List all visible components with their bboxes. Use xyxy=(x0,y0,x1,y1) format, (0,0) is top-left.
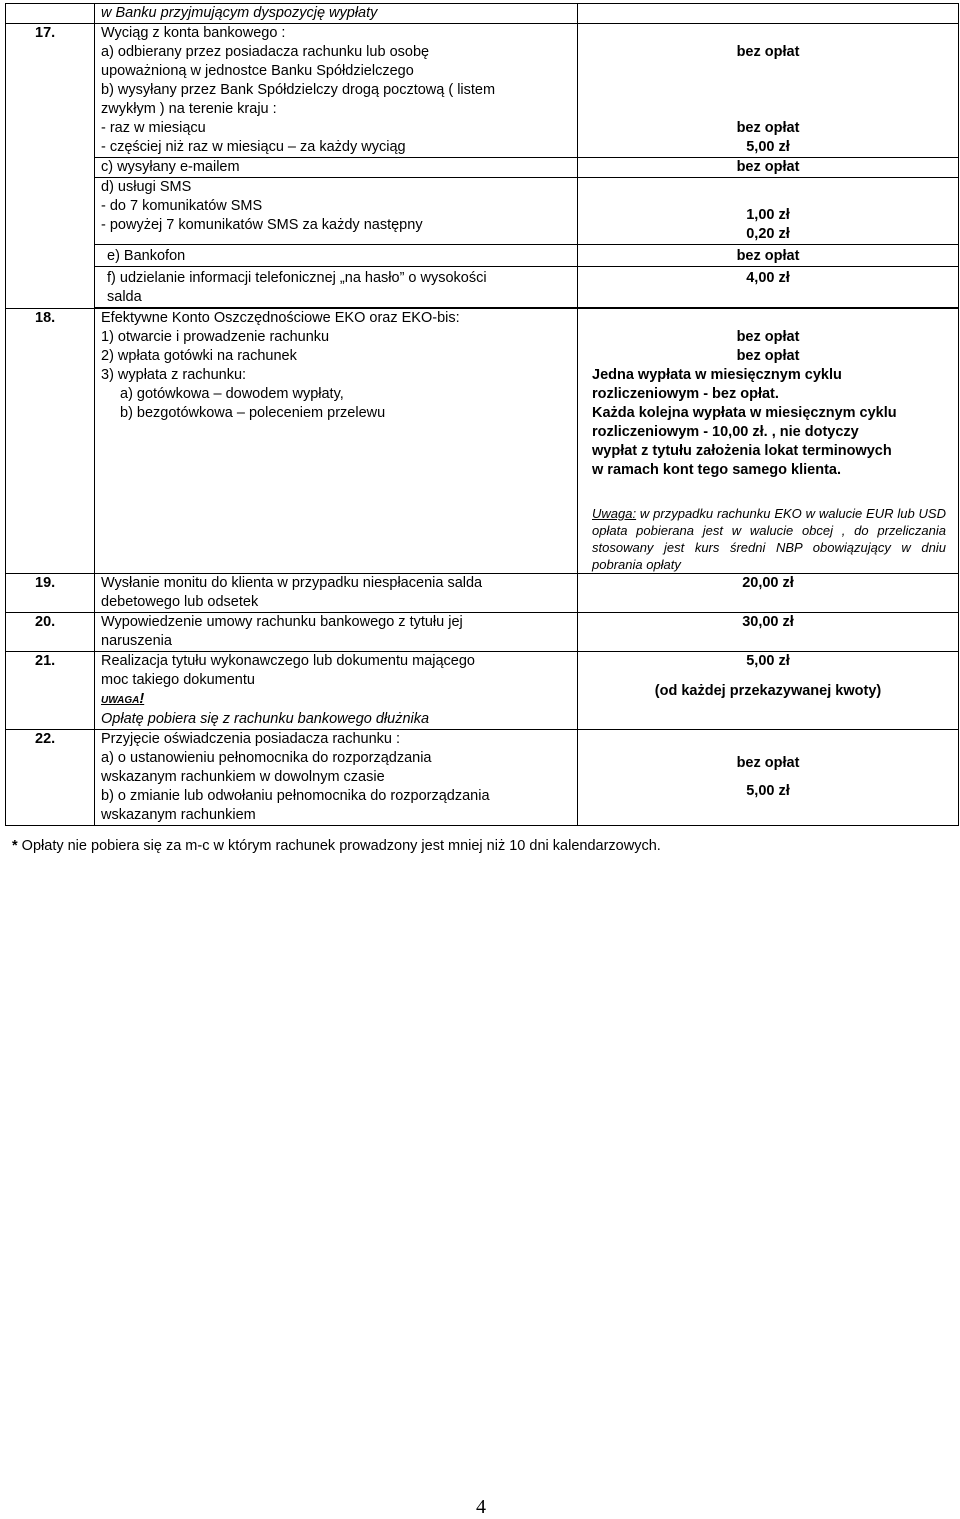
desc-cell xyxy=(95,652,578,730)
desc-line: Efektywne Konto Oszczędnościowe EKO oraz EKO-bis: xyxy=(101,310,460,326)
fee-value: 0,20 zł xyxy=(746,226,790,242)
withdrawal-fee-text xyxy=(578,366,958,480)
fee-cell xyxy=(578,309,959,574)
currency-note xyxy=(578,505,958,573)
fee-value: bez opłat xyxy=(736,329,800,345)
desc-line: d) usługi SMS xyxy=(101,179,192,195)
page-number: 4 xyxy=(476,1496,486,1518)
desc-line: a) gotówkowa – dowodem wypłaty, xyxy=(120,386,344,402)
fee-value: bez opłat xyxy=(736,120,800,136)
table-row-22 xyxy=(6,730,959,826)
desc-cell xyxy=(95,730,578,826)
fee-line: rozliczeniowym - bez opłat. xyxy=(592,386,779,402)
desc-line: Przyjęcie oświadczenia posiadacza rachunku : xyxy=(101,731,401,747)
fee-value: bez opłat xyxy=(736,248,800,264)
desc-line: a) o ustanowieniu pełnomocnika do rozporządzania xyxy=(101,750,432,766)
desc-line: wskazanym rachunkiem xyxy=(101,807,256,823)
table-row-20 xyxy=(6,613,959,652)
desc-cell xyxy=(95,613,578,652)
desc-line: - raz w miesiącu xyxy=(101,120,206,136)
spacer xyxy=(101,235,577,239)
desc-line: - powyżej 7 komunikatów SMS za każdy następny xyxy=(101,217,423,233)
desc-line: b) wysyłany przez Bank Spółdzielczy drogą pocztową ( listem xyxy=(101,82,496,98)
fee-table xyxy=(5,3,959,826)
row-number: 17. xyxy=(6,24,95,309)
row-number: 18. xyxy=(6,309,95,574)
note-text: w przypadku rachunku EKO w walucie EUR lub USD opłata pobierana jest w walucie obcej , do przeliczania stosowany jest kurs średni NBP obowiązujący w dniu pobrania opłaty xyxy=(592,506,946,572)
desc-line: Wypowiedzenie umowy rachunku bankowego z tytułu jej xyxy=(101,614,463,630)
warning-word: UWAGA xyxy=(101,695,140,706)
warning-text: Opłatę pobiera się z rachunku bankowego dłużnika xyxy=(101,711,430,727)
continuation-text: w Banku przyjmującym dyspozycję wypłaty xyxy=(101,5,378,21)
fee-value: 30,00 zł xyxy=(742,614,794,630)
fee-cell xyxy=(578,4,959,24)
desc-line: salda xyxy=(107,289,142,305)
fee-value: 5,00 zł xyxy=(746,653,790,669)
table-row-17f xyxy=(6,267,959,308)
footnote xyxy=(12,838,661,854)
fee-cell xyxy=(578,652,959,730)
fee-cell xyxy=(578,574,959,613)
desc-line: moc takiego dokumentu xyxy=(101,672,255,688)
warning-mark: ! xyxy=(139,691,145,707)
desc-line: - do 7 komunikatów SMS xyxy=(101,198,263,214)
fee-value: bez opłat xyxy=(736,348,800,364)
fee-value: bez opłat xyxy=(736,159,800,175)
fee-line: rozliczeniowym - 10,00 zł. , nie dotyczy xyxy=(592,424,859,440)
fee-line: Każda kolejna wypłata w miesięcznym cyklu xyxy=(592,405,897,421)
desc-line: Wyciąg z konta bankowego : xyxy=(101,25,286,41)
desc-line: b) o zmianie lub odwołaniu pełnomocnika do rozporządzania xyxy=(101,788,490,804)
table-row-17c xyxy=(6,158,959,178)
row-number: 20. xyxy=(6,613,95,652)
desc-cell xyxy=(95,158,578,178)
desc-line: 1) otwarcie i prowadzenie rachunku xyxy=(101,329,330,345)
fee-value: bez opłat xyxy=(736,44,800,60)
row-number: 21. xyxy=(6,652,95,730)
desc-line: Realizacja tytułu wykonawczego lub dokumentu mającego xyxy=(101,653,475,669)
fee-cell xyxy=(578,730,959,826)
desc-cell xyxy=(95,245,578,267)
desc-line: 3) wypłata z rachunku: xyxy=(101,367,247,383)
fee-cell xyxy=(578,613,959,652)
note-label: Uwaga: xyxy=(592,506,637,521)
footnote-text: Opłaty nie pobiera się za m-c w którym rachunek prowadzony jest mniej niż 10 dni kalendarzowych. xyxy=(17,838,661,854)
desc-line: zwykłym ) na terenie kraju : xyxy=(101,101,277,117)
desc-cell xyxy=(95,4,578,24)
desc-cell xyxy=(95,24,578,158)
fee-value: 20,00 zł xyxy=(742,575,794,591)
fee-value: bez opłat xyxy=(736,755,800,771)
desc-cell xyxy=(95,309,578,574)
fee-value: 4,00 zł xyxy=(746,270,790,286)
table-row xyxy=(6,4,959,24)
fee-value: 1,00 zł xyxy=(746,207,790,223)
desc-line: Wysłanie monitu do klienta w przypadku niespłacenia salda xyxy=(101,575,483,591)
desc-cell xyxy=(95,267,578,308)
fee-cell xyxy=(578,158,959,178)
fee-note: (od każdej przekazywanej kwoty) xyxy=(654,683,882,699)
footnote-star: * xyxy=(12,838,18,854)
desc-line: f) udzielanie informacji telefonicznej „na hasło” o wysokości xyxy=(107,270,487,286)
desc-line: c) wysyłany e-mailem xyxy=(101,159,240,175)
desc-line: - częściej niż raz w miesiącu – za każdy wyciąg xyxy=(101,139,406,155)
fee-cell xyxy=(578,178,959,245)
fee-value: 5,00 zł xyxy=(746,139,790,155)
table-row-21 xyxy=(6,652,959,730)
fee-line: w ramach kont tego samego klienta. xyxy=(592,462,841,478)
num-cell xyxy=(6,4,95,24)
desc-line: b) bezgotówkowa – poleceniem przelewu xyxy=(120,405,386,421)
desc-cell xyxy=(95,178,578,245)
desc-line: e) Bankofon xyxy=(107,248,186,264)
fee-line: wypłat z tytułu założenia lokat terminowych xyxy=(592,443,892,459)
row-number: 19. xyxy=(6,574,95,613)
row-number: 22. xyxy=(6,730,95,826)
fee-line: Jedna wypłata w miesięcznym cyklu xyxy=(592,367,842,383)
desc-line: 2) wpłata gotówki na rachunek xyxy=(101,348,297,364)
warning-label xyxy=(101,690,577,710)
fee-cell xyxy=(578,24,959,158)
table-row-19 xyxy=(6,574,959,613)
table-row-18 xyxy=(6,309,959,574)
desc-line: wskazanym rachunkiem w dowolnym czasie xyxy=(101,769,385,785)
desc-line: debetowego lub odsetek xyxy=(101,594,259,610)
table-row-17d xyxy=(6,178,959,245)
table-row-17 xyxy=(6,24,959,158)
desc-line: naruszenia xyxy=(101,633,172,649)
fee-value: 5,00 zł xyxy=(746,783,790,799)
fee-cell xyxy=(578,245,959,267)
desc-line: upoważnioną w jednostce Banku Spółdzielczego xyxy=(101,63,414,79)
table-row-17e xyxy=(6,245,959,267)
fee-cell xyxy=(578,267,959,308)
desc-line: a) odbierany przez posiadacza rachunku lub osobę xyxy=(101,44,430,60)
desc-cell xyxy=(95,574,578,613)
